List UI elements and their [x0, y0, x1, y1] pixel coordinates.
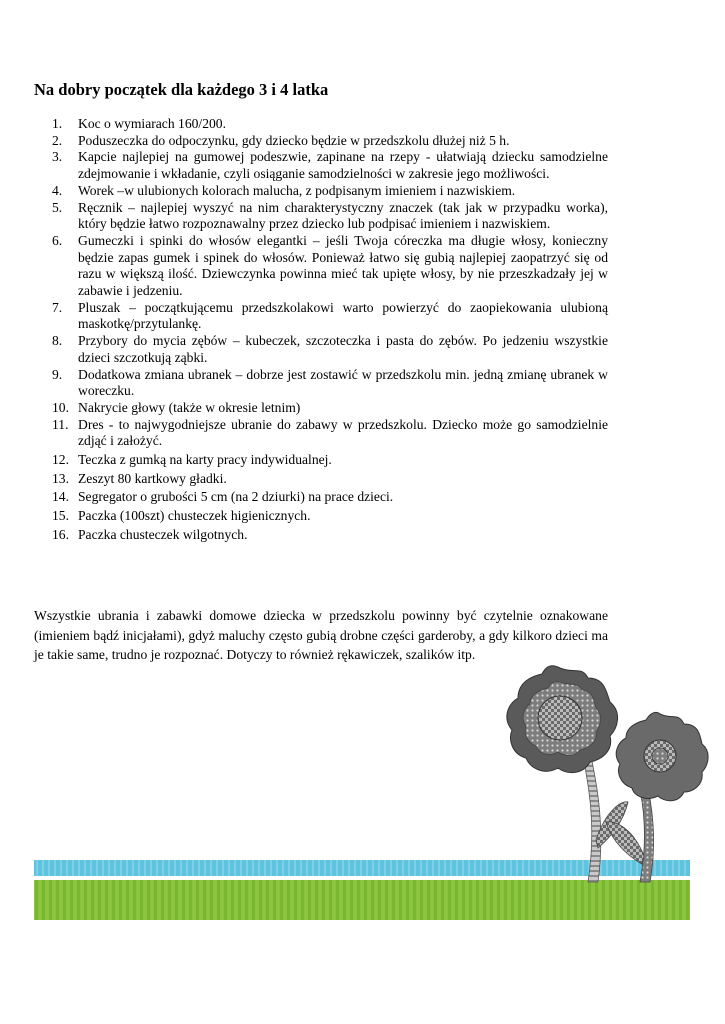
item-text: Teczka z gumką na karty pracy indywidualnej.	[78, 452, 332, 468]
list-item	[34, 300, 608, 333]
item-text: Przybory do mycia zębów – kubeczek, szczoteczka i pasta do zębów. Po jedzeniu wszystkie dzieci szczotkują ząbki.	[78, 333, 608, 365]
item-text: Paczka chusteczek wilgotnych.	[78, 526, 248, 542]
item-text: Paczka (100szt) chusteczek higienicznych.	[78, 508, 311, 524]
item-number: 2.	[52, 132, 63, 148]
item-text: Worek –w ulubionych kolorach malucha, z podpisanym imieniem i nazwiskiem.	[78, 182, 516, 198]
right-flower-head	[616, 712, 708, 800]
list-item	[34, 200, 608, 233]
list-item	[34, 471, 608, 488]
item-number: 5.	[52, 199, 63, 215]
item-text: Zeszyt 80 kartkowy gładki.	[78, 470, 227, 486]
item-text: Koc o wymiarach 160/200.	[78, 116, 226, 131]
right-leaf	[606, 822, 644, 864]
list-item	[34, 367, 608, 400]
item-text: Nakrycie głowy (także w okresie letnim)	[78, 399, 301, 415]
item-text: Pluszak – początkującemu przedszkolakowi warto powierzyć do zaopiekowania ulubioną maskotkę/przytulankę.	[78, 299, 608, 332]
item-number: 13.	[52, 470, 69, 486]
item-number: 15.	[52, 508, 69, 524]
right-flower-stem	[640, 788, 654, 882]
list-item	[34, 508, 608, 525]
list-item	[34, 489, 608, 506]
item-number: 4.	[52, 182, 63, 198]
list-item	[34, 452, 608, 469]
checklist	[34, 116, 608, 544]
item-text: Dodatkowa zmiana ubranek – dobrze jest zostawić w przedszkolu min. jedną zmianę ubranek w woreczku.	[78, 366, 608, 399]
item-number: 6.	[52, 232, 63, 248]
document-title: Na dobry początek dla każdego 3 i 4 latka	[34, 80, 329, 99]
list-item	[34, 417, 608, 450]
list-item	[34, 116, 608, 133]
list-item	[34, 133, 608, 150]
flowers-and-grass-illustration	[0, 660, 725, 960]
item-number: 8.	[52, 333, 63, 349]
item-number: 14.	[52, 489, 69, 505]
item-text: Gumeczki i spinki do włosów elegantki – jeśli Twoja córeczka ma długie włosy, konieczny będzie zapas gumek i spinek do włosów. Ponieważ łatwo się gubią najlepiej zaopatrzyć się od razu w większą ilość. Dziewczynka powinna mieć tak upięte włosy, by nie przeszkadzały jej w zabawie i jedzeniu.	[78, 232, 608, 299]
item-text: Poduszeczka do odpoczynku, gdy dziecko będzie w przedszkolu dłużej niż 5 h.	[78, 132, 510, 148]
list-item	[34, 527, 608, 544]
item-number: 12.	[52, 452, 69, 468]
left-flower-head	[507, 666, 618, 773]
closing-note: Wszystkie ubrania i zabawki domowe dziecka w przedszkolu powinny być czytelnie oznakowane (imieniem bądź inicjałami), gdyż maluchy często gubią drobne części garderoby, a gdy kilkoro dzieci ma je takie same, trudno je rozpoznać. Dotyczy to również rękawiczek, szalików itp.	[34, 608, 608, 662]
item-number: 11.	[52, 416, 69, 432]
list-item	[34, 183, 608, 200]
item-text: Ręcznik – najlepiej wyszyć na nim charakterystyczny znaczek (tak jak w przypadku worka), który będzie łatwo rozpoznawalny przez dziecko lub podpisać imieniem i nazwiskiem.	[78, 199, 608, 232]
item-number: 7.	[52, 299, 63, 315]
item-number: 1.	[52, 116, 63, 131]
list-item	[34, 400, 608, 417]
item-number: 10.	[52, 399, 69, 415]
item-text: Kapcie najlepiej na gumowej podeszwie, zapinane na rzepy - ułatwiają dziecku samodzielne zdejmowanie i wkładanie, czyli osiąganie samodzielności w zakresie jego możliwości.	[78, 149, 608, 182]
list-item	[34, 333, 608, 366]
list-item	[34, 233, 608, 300]
item-number: 3.	[52, 149, 63, 165]
item-number: 9.	[52, 366, 63, 382]
grass-band	[34, 880, 690, 920]
item-text: Dres - to najwygodniejsze ubranie do zabawy w przedszkolu. Dziecko może go samodzielnie zdjąć i założyć.	[78, 416, 608, 449]
list-item	[34, 149, 608, 182]
item-number: 16.	[52, 526, 69, 542]
item-text: Segregator o grubości 5 cm (na 2 dziurki) na prace dzieci.	[78, 489, 394, 505]
